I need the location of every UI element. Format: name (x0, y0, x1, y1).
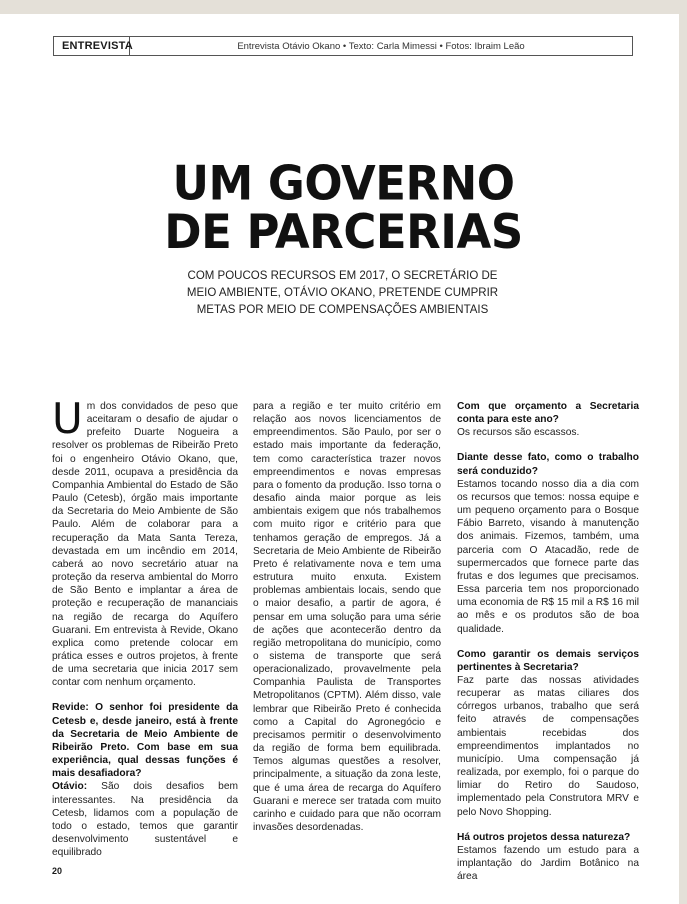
article-column-2 (253, 400, 441, 834)
subtitle-line-3: METAS POR MEIO DE COMPENSAÇÕES AMBIENTAIS (196, 304, 489, 316)
subtitle (150, 268, 535, 319)
answer-speaker: Otávio: (52, 781, 88, 793)
section-header (53, 36, 633, 56)
headline-line-1: UM GOVERNO (172, 155, 515, 212)
question-3: Diante desse fato, como o trabalho será conduzido? (457, 452, 639, 477)
question-4: Como garantir os demais serviços pertinentes à Secretaria? (457, 648, 639, 673)
answer-1 (52, 780, 238, 859)
subtitle-line-1: COM POUCOS RECURSOS EM 2017, O SECRETÁRIO DE (187, 270, 498, 282)
headline-line-2: DE PARCERIAS (164, 203, 523, 260)
drop-cap: U (52, 394, 83, 443)
answer-1-text: São dois desafios bem interessantes. Na presidência da Cetesb, lidamos com a população de todo o estado, temos que garantir desenvolvimento sustentável e equilibrado (52, 781, 238, 859)
column-2-text: para a região e ter muito critério em relação aos novos licenciamentos de empreendimentos. São Paulo, por ser o estado mais importante da federação, tem como característica trazer novos empreendimentos e novas empresas para o fomento da produção. Isso torna o desafio ainda maior porque as leis ambientais exigem que nós trabalhemos com muito rigor e critério para que tenhamos geração de empregos. Já a Secretaria de Meio Ambiente de Ribeirão Preto é relativamente nova e tem uma estrutura muito enxuta. Existem problemas ambientais locais, sendo que o maior desafio, a partir de agora, é pensar em uma solução para uma série de ações que acontecerão dentro da região metropolitana do município, como o sistema de transporte que será operacionalizado, provavelmente pela Companhia Paulista de Transportes Metropolitanos (CPTM). Além disso, vale lembrar que Ribeirão Preto é conhecida como a Capital do Agronegócio e precisamos permitir o desenvolvimento da região de forma bem equilibrada. Temos algumas questões a resolver, principalmente, a situação da zona leste, que é uma área de recarga do Aquífero Guarani e merece ser tratada com muito carinho e cuidado para que não ocorram invasões desordenadas. (253, 401, 441, 833)
headline (0, 155, 687, 260)
page-number: 20 (52, 866, 63, 876)
subtitle-line-2: MEIO AMBIENTE, OTÁVIO OKANO, PRETENDE CUMPRIR (186, 287, 499, 299)
question-5: Há outros projetos dessa natureza? (457, 831, 631, 843)
section-tag: ENTREVISTA (54, 37, 130, 55)
answer-5: Estamos fazendo um estudo para a implantação do Jardim Botânico na área (457, 844, 639, 883)
answer-4: Faz parte das nossas atividades recuperar as matas ciliares dos córregos urbanos, trabalho que será feito através de compensações ambientais recebidas dos empreendimentos implantados no município. Uma compensação já realizada, por exemplo, foi o parque do limiar do Retiro do Saudoso, implementado pela Construtora MRV e pelo Novo Shopping. (457, 674, 639, 818)
answer-2: Os recursos são escassos. (457, 427, 580, 439)
article-column-3 (457, 400, 639, 883)
intro-paragraph: m dos convidados de peso que aceitaram o desafio de ajudar o prefeito Duarte Nogueira a resolver os problemas de Ribeirão Preto foi o engenheiro Otávio Okano, que, desde 2011, ocupava a presidência da Companhia Ambiental do Estado de São Paulo (Cetesb), órgão mais importante da Secretaria do Meio Ambiente de São Paulo. Além de colaborar para a recuperação da Mata Santa Tereza, devastada em um incêndio em 2014, caberá ao novo secretário atuar na proteção da reserva ambiental do Morro de São Bento e implantar a área de proteção e recuperação de mananciais na região de recarga do Aquífero Guarani. Em entrevista à Revide, Okano explica como pretende colocar em prática esses e outros projetos, à frente de uma secretaria que inicia 2017 sem contar com nenhum orçamento. (52, 401, 238, 689)
question-2: Com que orçamento a Secretaria conta para este ano? (457, 401, 639, 426)
answer-3: Estamos tocando nosso dia a dia com os recursos que temos: nossa equipe e um pequeno orçamento para o Bosque Fábio Barreto, visando à manutenção dos animais. Fizemos, também, uma parceria com O Atacadão, rede de supermercados que fornece parte das frutas e dos legumes que precisamos. Essa parceria tem nos proporcionado uma economia de R$ 15 mil a R$ 16 mil ao mês e os produtos são de boa qualidade. (457, 478, 639, 635)
credits-line: Entrevista Otávio Okano • Texto: Carla Mimessi • Fotos: Ibraim Leão (237, 40, 525, 52)
question-1: Revide: O senhor foi presidente da Cetesb e, desde janeiro, está à frente da Secretaria de Meio Ambiente de Ribeirão Preto. Com base em sua experiência, qual dessas funções é mais desafiadora? (52, 702, 238, 780)
article-column-1 (52, 394, 238, 859)
